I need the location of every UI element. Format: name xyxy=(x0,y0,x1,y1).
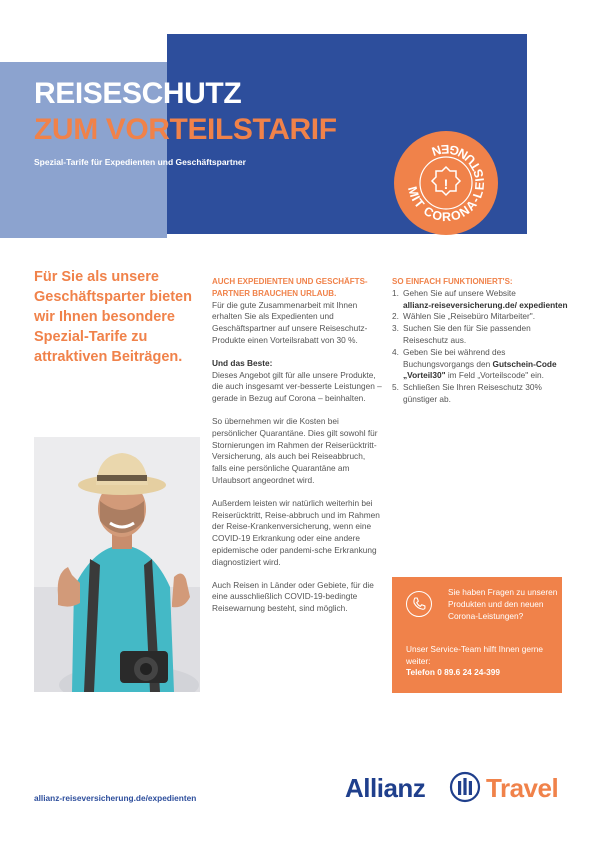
middle-paragraph-1: Für die gute Zusammenarbeit mit Ihnen erhalten Sie als Expedienten und Geschäftspartner auf unsere Reiseschutz-Produkte einen Vorteilsrabatt von 30 %. xyxy=(212,299,368,345)
middle-heading: AUCH EXPEDIENTEN UND GESCHÄFTS-PARTNER BRAUCHEN URLAUB. xyxy=(212,277,368,298)
traveler-photo xyxy=(34,437,200,692)
right-heading: SO EINFACH FUNKTIONIERT'S: xyxy=(392,277,513,286)
steps-list xyxy=(392,288,572,406)
footer-url[interactable]: allianz-reiseversicherung.de/expedienten xyxy=(34,793,197,803)
middle-paragraph-4: Außerdem leisten wir natürlich weiterhin bei Reiserücktritt, Reise-abbruch und im Rahmen der Reise-Krankenversicherung, wenn eine COVID-19 Erkrankung oder eine andere epidemische oder pandemi-sche Erkrankung diagnostiziert wird. xyxy=(212,497,380,567)
list-item: 2. Wählen Sie „Reisebüro Mitarbeiter". xyxy=(392,311,536,322)
allianz-eagle-icon xyxy=(449,771,481,803)
website-link[interactable]: allianz-reiseversicherung.de/ expedienten xyxy=(403,299,568,310)
allianz-travel-logo xyxy=(345,771,565,807)
badge-text: MIT CORONA-LEISTUNGEN xyxy=(404,141,488,225)
best-heading: Und das Beste: xyxy=(212,357,273,368)
page-title-line2: ZUM VORTEILSTARIF xyxy=(34,113,337,146)
service-phone[interactable]: Telefon 0 89.6 24 24-399 xyxy=(406,667,500,677)
list-item: 5. Schließen Sie Ihren Reiseschutz 30% günstiger ab. xyxy=(392,382,542,404)
middle-paragraph-5: Auch Reisen in Länder oder Gebiete, für die eine ausschließlich COVID-19-bedingte Reisewarnung besteht, sind möglich. xyxy=(212,579,374,614)
service-team-text: Unser Service-Team hilft Ihnen gerne weiter: xyxy=(406,644,543,666)
warning-symbol: ! xyxy=(443,176,449,192)
logo-travel-text: Travel xyxy=(486,773,559,803)
list-item: 1. Gehen Sie auf unsere Website allianz-reiseversicherung.de/ expedienten xyxy=(392,287,568,310)
list-item: 4. Geben Sie bei während des Buchungsvorgangs den Gutschein-Code „Vorteil30" im Feld „Vorteilscode" ein. xyxy=(392,346,557,381)
middle-paragraph-2: Dieses Angebot gilt für alle unsere Produkte, die auch insgesamt ver-besserte Leistungen – gerade in Bezug auf Corona – beinhalten. xyxy=(212,369,382,404)
voucher-code: Gutschein-Code „Vorteil30" xyxy=(403,358,557,381)
list-item: 3. Suchen Sie den für Sie passenden Reiseschutz aus. xyxy=(392,323,531,345)
right-column xyxy=(392,276,572,406)
phone-icon xyxy=(406,591,432,617)
logo-brand-text: Allianz xyxy=(345,773,426,803)
middle-paragraph-3: So übernehmen wir die Kosten bei persönlicher Quarantäne. Dies gilt sowohl für Stornierungen im Rahmen der Reiserücktritt-Versicherung, als auch bei Reiseabbruch, falls eine persönliche Quarantäne am Urlaubsort angeordnet wird. xyxy=(212,415,378,485)
page-subtitle: Spezial-Tarife für Expedienten und Geschäftspartner xyxy=(34,157,246,167)
intro-text: Für Sie als unsere Geschäftsparter bieten wir Ihnen besondere Spezial-Tarife zu attraktiven Beiträgen. xyxy=(34,269,192,365)
corona-badge xyxy=(392,129,500,237)
service-question: Sie haben Fragen zu unseren Produkten und den neuen Corona-Leistungen? xyxy=(448,587,558,621)
middle-column xyxy=(212,276,382,626)
page-title-line1: REISESCHUTZ xyxy=(34,77,242,110)
service-box xyxy=(392,577,562,693)
